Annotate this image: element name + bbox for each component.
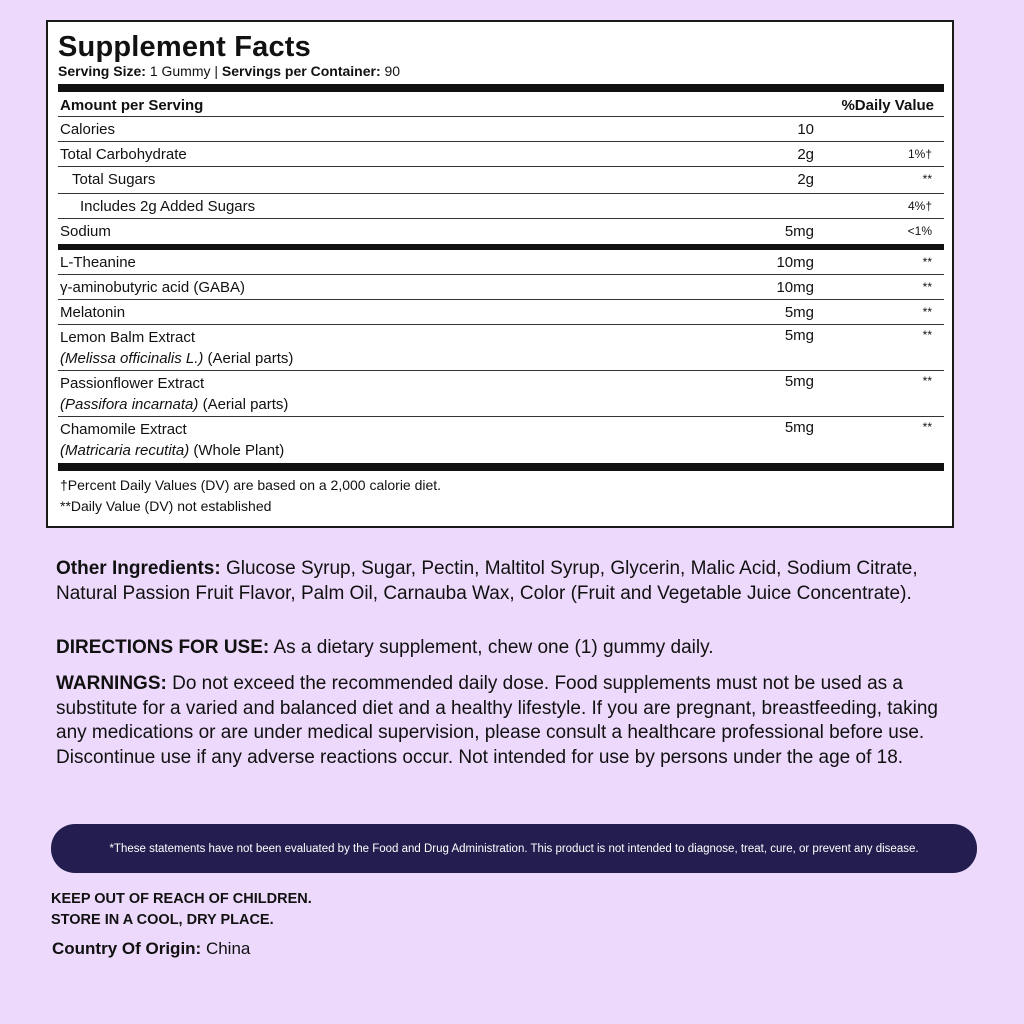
supplement-facts-panel xyxy=(46,20,954,528)
ingredient-amount: 5mg xyxy=(784,304,814,321)
serving-size-label: Serving Size: xyxy=(58,63,146,79)
nutrient-dv: ** xyxy=(922,172,932,186)
ingredient-dv: ** xyxy=(922,305,932,319)
other-ingredients-text: Glucose Syrup, Sugar, Pectin, Maltitol Syrup, Glycerin, Malic Acid, Sodium Citrate, Natural Passion Fruit Flavor, Palm Oil, Carnauba Wax, Color (Fruit and Vegetable Juice Concentrate). xyxy=(56,558,918,604)
ingredient-dv: ** xyxy=(922,420,932,434)
divider-thick xyxy=(58,463,944,471)
ingredient-name xyxy=(60,373,288,415)
ingredient-amount: 5mg xyxy=(784,373,814,390)
directions-label: DIRECTIONS FOR USE: xyxy=(56,637,270,658)
warnings-label: WARNINGS: xyxy=(56,673,167,694)
ingredient-amount: 5mg xyxy=(784,419,814,436)
table-row xyxy=(58,167,944,194)
directions xyxy=(56,636,964,661)
nutrient-dv: 4%† xyxy=(907,199,932,213)
ingredient-amount: 10mg xyxy=(776,279,814,296)
warnings xyxy=(56,672,964,770)
table-row xyxy=(58,417,944,463)
warnings-text: Do not exceed the recommended daily dose. Food supplements must not be used as a substitute for a varied and balanced diet and a healthy lifestyle. If you are pregnant, breastfeeding, taking any medications or are under medical supervision, please consult a healthcare professional before use. Discontinue use if any adverse reactions occur. Not intended for use by persons under the age of 18. xyxy=(56,673,938,768)
ingredient-part: (Whole Plant) xyxy=(189,442,285,459)
nutrient-name: Includes 2g Added Sugars xyxy=(80,198,256,215)
ingredient-name xyxy=(60,419,284,461)
origin-value: China xyxy=(201,939,251,958)
fda-disclaimer-text: *These statements have not been evaluated by the Food and Drug Administration. This product is not intended to diagnose, treat, cure, or prevent any disease. xyxy=(109,842,919,855)
ingredient-latin: (Melissa officinalis L.) xyxy=(60,350,204,367)
ingredient-latin: (Passifora incarnata) xyxy=(60,396,199,413)
other-ingredients-label: Other Ingredients: xyxy=(56,558,221,579)
other-ingredients xyxy=(56,557,964,606)
table-row xyxy=(58,300,944,325)
ingredient-title: Passionflower Extract xyxy=(60,375,205,392)
servings-label: Servings per Container: xyxy=(221,63,381,79)
origin-label: Country Of Origin: xyxy=(52,939,202,958)
ingredient-amount: 10mg xyxy=(776,254,814,271)
facts-footnotes xyxy=(58,475,944,517)
serving-size-value: 1 Gummy | xyxy=(149,63,219,79)
ingredient-name: γ-aminobutyric acid (GABA) xyxy=(60,279,246,296)
table-row xyxy=(58,325,944,371)
table-row xyxy=(58,250,944,275)
footnote-not-established: **Daily Value (DV) not established xyxy=(60,498,272,514)
ingredient-dv: ** xyxy=(922,255,932,269)
nutrient-name: Total Carbohydrate xyxy=(60,146,187,163)
serving-info xyxy=(58,63,944,79)
ingredient-name: L-Theanine xyxy=(60,254,136,271)
ingredient-name: Melatonin xyxy=(60,304,126,321)
nutrient-amount: 2g xyxy=(797,146,814,163)
nutrient-amount: 5mg xyxy=(784,223,814,240)
nutrient-amount: 10 xyxy=(797,121,814,138)
servings-value: 90 xyxy=(384,63,401,79)
ingredient-name xyxy=(60,327,293,369)
ingredient-dv: ** xyxy=(922,328,932,342)
nutrient-dv: 1%† xyxy=(907,147,932,161)
nutrient-name: Total Sugars xyxy=(72,171,156,188)
keep-out-notice: KEEP OUT OF REACH OF CHILDREN. xyxy=(51,891,312,907)
ingredient-dv: ** xyxy=(922,374,932,388)
nutrient-name: Sodium xyxy=(60,223,111,240)
nutrient-dv: <1% xyxy=(907,224,932,238)
table-row xyxy=(58,142,944,167)
nutrient-name: Calories xyxy=(60,121,116,138)
ingredient-latin: (Matricaria recutita) xyxy=(60,442,190,459)
table-row xyxy=(58,219,944,244)
header-amount: Amount per Serving xyxy=(60,97,204,114)
divider-thick xyxy=(58,84,944,92)
ingredient-dv: ** xyxy=(922,280,932,294)
ingredient-part: (Aerial parts) xyxy=(198,396,289,413)
ingredient-part: (Aerial parts) xyxy=(203,350,294,367)
footnote-dv: †Percent Daily Values (DV) are based on a 2,000 calorie diet. xyxy=(60,477,442,493)
table-row xyxy=(58,371,944,417)
ingredient-title: Lemon Balm Extract xyxy=(60,329,196,346)
nutrient-amount: 2g xyxy=(797,171,814,188)
facts-title: Supplement Facts xyxy=(58,31,311,63)
table-row xyxy=(58,275,944,300)
facts-header-row xyxy=(58,92,944,117)
country-of-origin xyxy=(52,939,250,959)
table-row xyxy=(58,194,944,219)
storage-notice: STORE IN A COOL, DRY PLACE. xyxy=(51,912,274,928)
ingredient-amount: 5mg xyxy=(784,327,814,344)
ingredient-title: Chamomile Extract xyxy=(60,421,187,438)
fda-disclaimer xyxy=(51,824,977,873)
header-dv: %Daily Value xyxy=(841,97,934,114)
directions-text: As a dietary supplement, chew one (1) gummy daily. xyxy=(269,637,714,658)
table-row xyxy=(58,117,944,142)
